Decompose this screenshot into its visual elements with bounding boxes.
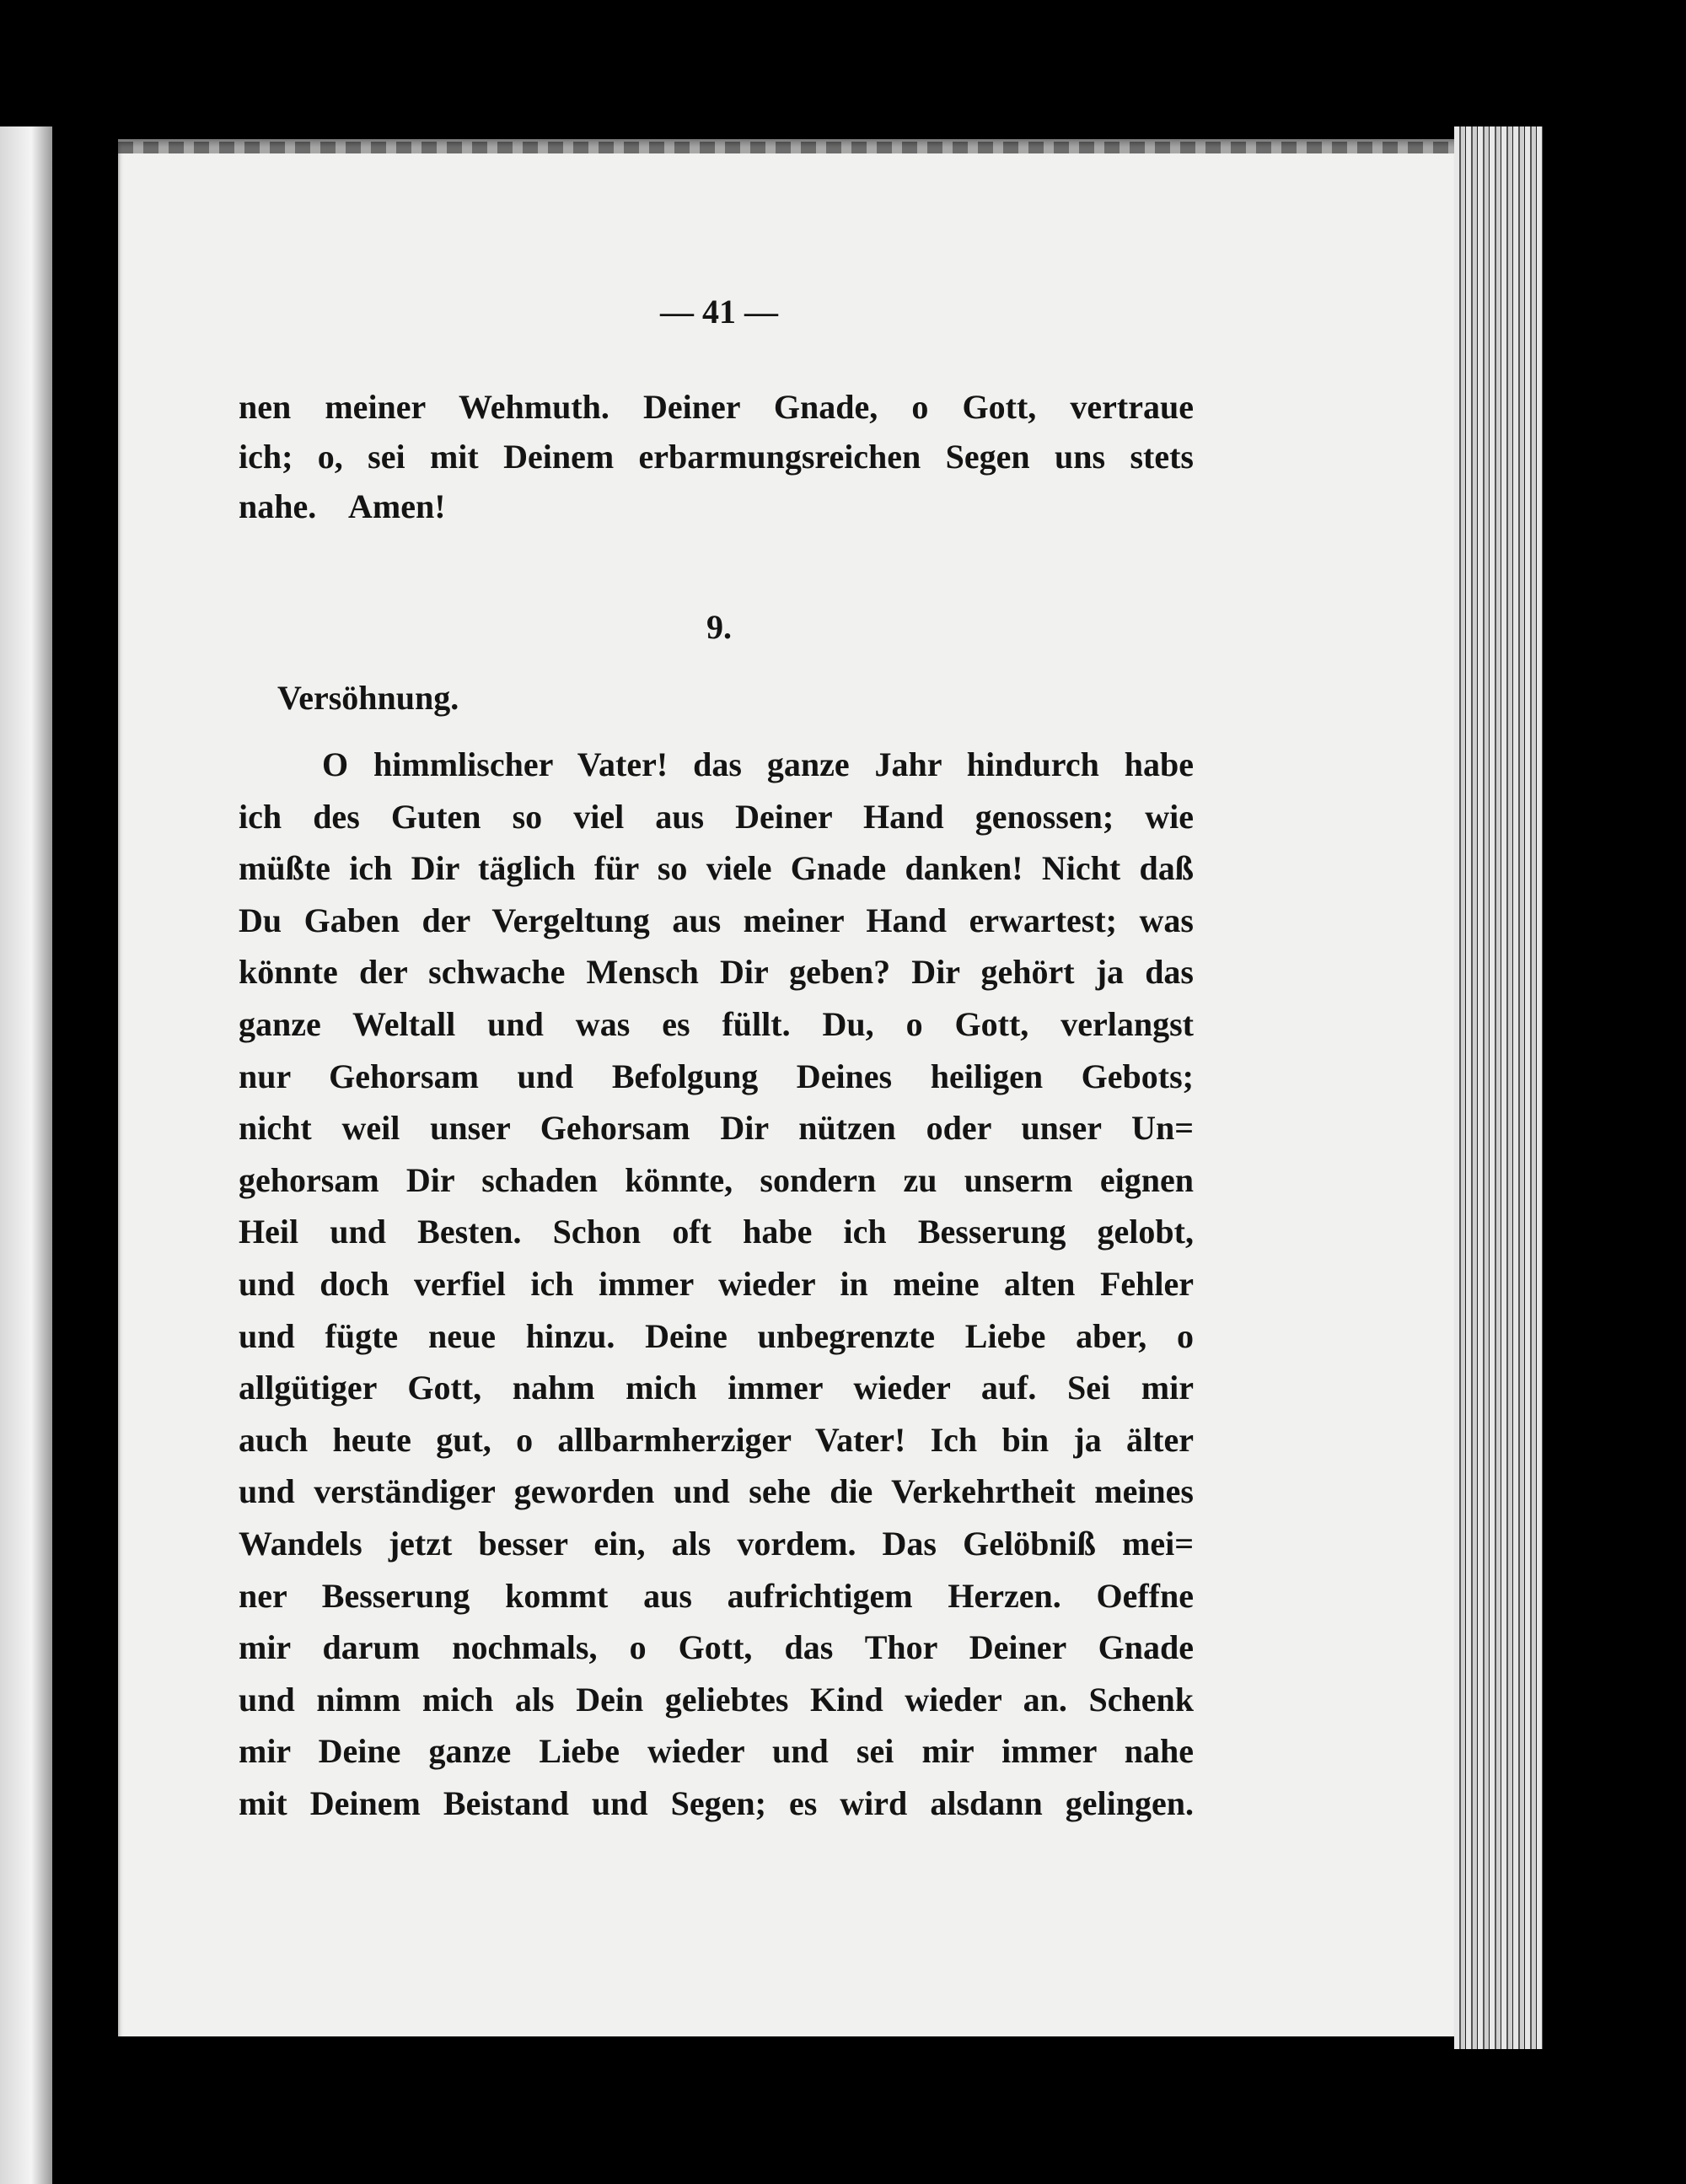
text-line: mit Deinem Beistand und Segen; es wird alsdann gelingen.: [239, 1784, 1194, 1822]
text-line: und verständiger geworden und sehe die Verkehrtheit meines: [239, 1472, 1194, 1511]
text-line: und fügte neue hinzu. Deine unbegrenzte Liebe aber, o: [239, 1316, 1194, 1355]
text-line: nicht weil unser Gehorsam Dir nützen oder unser Un=: [239, 1109, 1194, 1148]
text-line: allgütiger Gott, nahm mich immer wieder auf. Sei mir: [239, 1369, 1194, 1407]
text-line: nen meiner Wehmuth. Deiner Gnade, o Gott, vertraue: [239, 388, 1194, 426]
page-number: — 41 —: [660, 293, 778, 331]
text-line: und nimm mich als Dein geliebtes Kind wieder an. Schenk: [239, 1680, 1194, 1719]
text-line: O himmlischer Vater! das ganze Jahr hindurch habe: [322, 745, 1194, 783]
text-line: und doch verfiel ich immer wieder in meine alten Fehler: [239, 1265, 1194, 1303]
text-line: ich; o, sei mit Deinem erbarmungsreichen Segen uns stets: [239, 438, 1194, 476]
text-line: ganze Weltall und was es füllt. Du, o Gott, verlangst: [239, 1005, 1194, 1043]
text-line: Heil und Besten. Schon oft habe ich Besserung gelobt,: [239, 1213, 1194, 1251]
section-number: 9.: [706, 608, 732, 646]
text-line: ner Besserung kommt aus aufrichtigem Herzen. Oeffne: [239, 1576, 1194, 1615]
section-title: Versöhnung.: [277, 679, 459, 717]
page-stack-edges: [1454, 126, 1543, 2049]
text-line: mir Deine ganze Liebe wieder und sei mir immer nahe: [239, 1732, 1194, 1771]
facing-page-edge: [0, 126, 52, 2184]
text-line: Wandels jetzt besser ein, als vordem. Das Gelöbniß mei=: [239, 1525, 1194, 1563]
text-line: gehorsam Dir schaden könnte, sondern zu unserm eignen: [239, 1160, 1194, 1199]
text-line: nur Gehorsam und Befolgung Deines heiligen Gebots;: [239, 1057, 1194, 1095]
page-top-shadow: [118, 142, 1458, 153]
text-line: ich des Guten so viel aus Deiner Hand genossen; wie: [239, 797, 1194, 836]
text-line: könnte der schwache Mensch Dir geben? Dir gehört ja das: [239, 953, 1194, 992]
text-line: müßte ich Dir täglich für so viele Gnade danken! Nicht daß: [239, 849, 1194, 888]
text-line: auch heute gut, o allbarmherziger Vater! Ich bin ja älter: [239, 1420, 1194, 1459]
text-line: nahe. Amen!: [239, 487, 446, 525]
text-line: Du Gaben der Vergeltung aus meiner Hand erwartest; was: [239, 901, 1194, 939]
text-line: mir darum nochmals, o Gott, das Thor Deiner Gnade: [239, 1628, 1194, 1667]
